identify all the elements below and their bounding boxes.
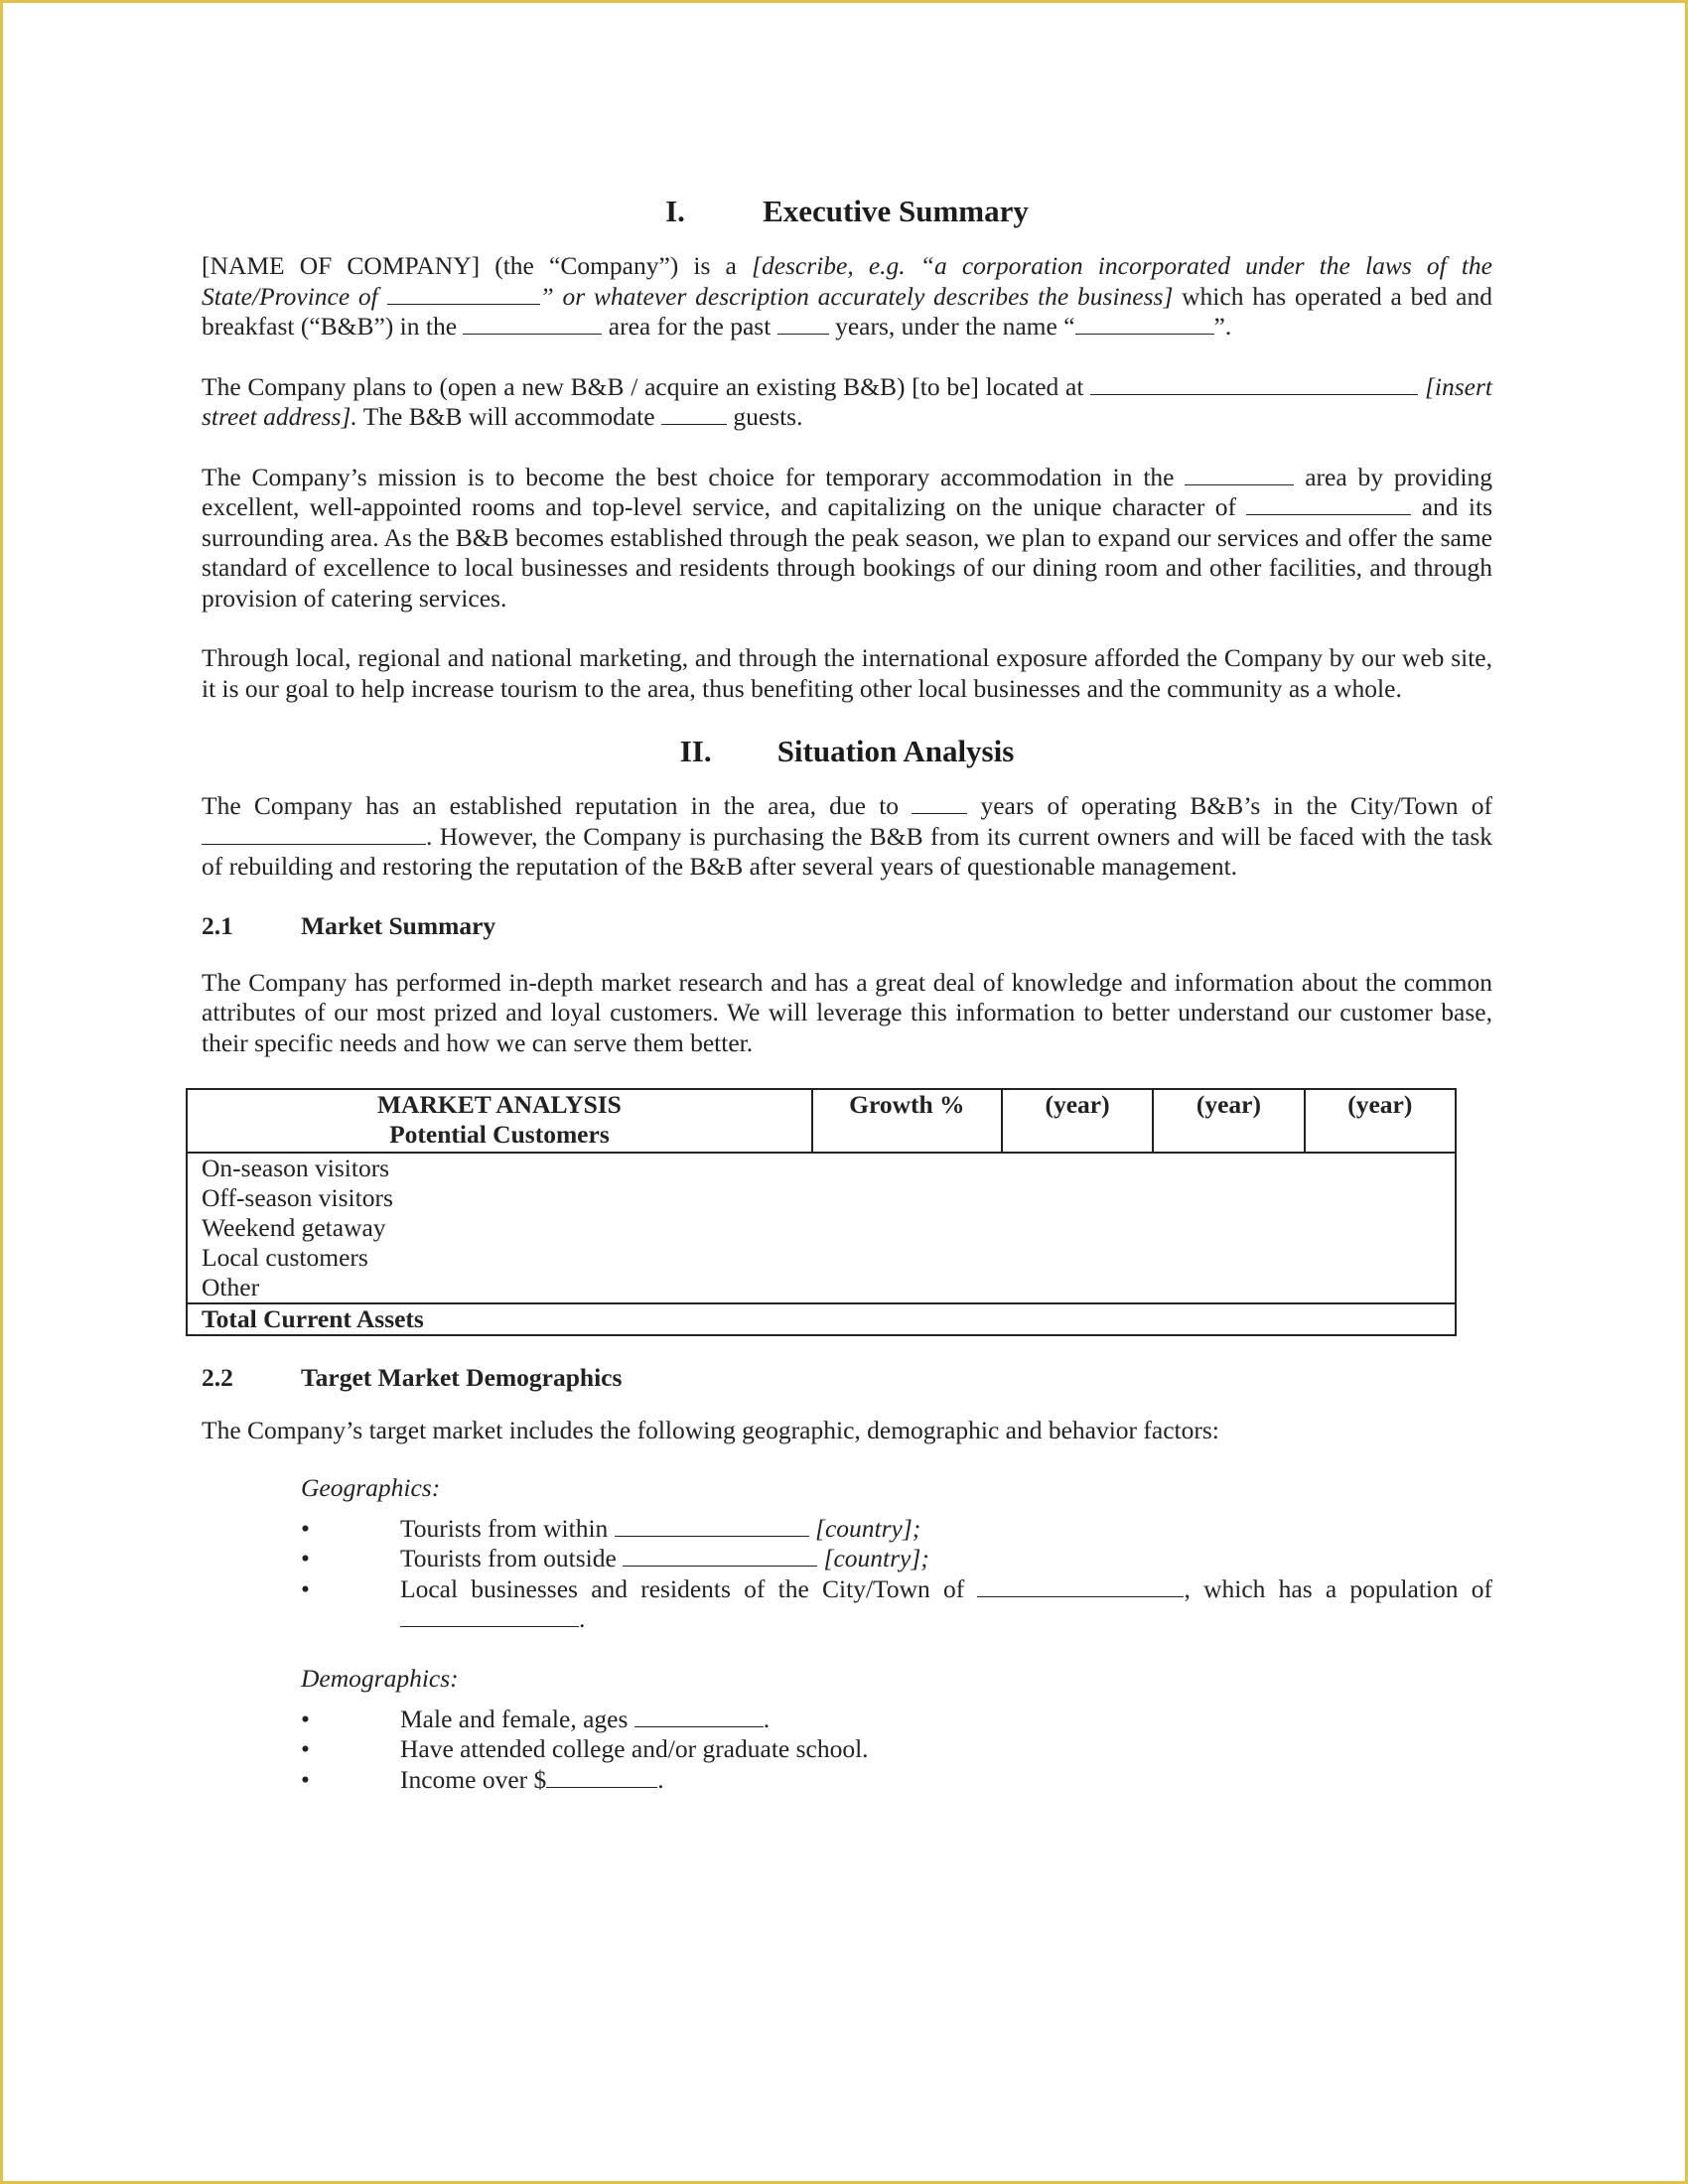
- section-heading-executive-summary: [202, 192, 1492, 231]
- blank-line: [400, 1604, 579, 1627]
- blank-line: [546, 1765, 657, 1788]
- blank-line: [912, 791, 967, 814]
- list-item: • Male and female, ages .: [301, 1704, 771, 1733]
- bullet-icon: •: [301, 1734, 310, 1763]
- table-header-row: [187, 1089, 1456, 1153]
- bullet-icon: •: [301, 1544, 310, 1572]
- exec-paragraph-1: [NAME OF COMPANY] (the “Company”) is a [describe, e.g. “a corporation incorporated under the laws of the State/Province of ” or whatever description accurately describes the business] which has operated a bed and breakfast (“B&B”) in the area for the past years, under the name “ ”.: [202, 251, 1493, 341]
- blank-line: [463, 312, 602, 335]
- target-market-paragraph: The Company’s target market includes the following geographic, demographic and behavior factors:: [202, 1416, 1219, 1444]
- table-header-year: (year): [1002, 1089, 1153, 1153]
- bullet-icon: •: [301, 1513, 310, 1543]
- table-header-market-analysis: MARKET ANALYSIS Potential Customers: [187, 1089, 812, 1153]
- blank-line: [777, 312, 829, 335]
- blank-line: [615, 1514, 809, 1537]
- exec-paragraph-2: The Company plans to (open a new B&B / acquire an existing B&B) [to be] located at [insert street address]. The B&B will accommodate guests.: [202, 371, 1493, 431]
- table-header-year: (year): [1305, 1089, 1456, 1153]
- subsection-heading-target-market: 2.2 Target Market Demographics: [202, 1363, 623, 1392]
- demographics-heading: Demographics:: [301, 1663, 459, 1693]
- blank-line: [634, 1705, 764, 1727]
- table-row: Other: [187, 1273, 1456, 1303]
- table-header-year: (year): [1153, 1089, 1304, 1153]
- table-row: On-season visitors: [187, 1153, 1456, 1183]
- blank-line: [1185, 463, 1294, 485]
- list-item: • Tourists from within [country];: [301, 1513, 921, 1543]
- list-item: • Income over $ .: [301, 1764, 664, 1794]
- table-row: Off-season visitors: [187, 1183, 1456, 1213]
- bullet-icon: •: [301, 1764, 310, 1794]
- section-heading-situation-analysis: [202, 732, 1492, 771]
- situation-paragraph-1: The Company has an established reputation in the area, due to years of operating B&B’s in the City/Town of . However, the Company is purchasing the B&B from its current owners and will be faced with the task of rebuilding and restoring the reputation of the B&B after several years of questionable management.: [202, 791, 1493, 881]
- demographics-list: [202, 1705, 1492, 1796]
- table-header-growth: Growth %: [812, 1089, 1002, 1153]
- geographics-heading: Geographics:: [301, 1472, 441, 1502]
- table-row: Weekend getaway: [187, 1213, 1456, 1243]
- table-total-row: Total Current Assets: [187, 1303, 1456, 1335]
- section-number: II.: [679, 734, 712, 768]
- blank-line: [623, 1544, 817, 1567]
- blank-line: [977, 1574, 1184, 1597]
- section-title: Executive Summary: [763, 194, 1029, 228]
- bullet-icon: •: [301, 1704, 310, 1733]
- list-item: • Tourists from outside [country];: [301, 1544, 929, 1572]
- bullet-icon: •: [301, 1573, 310, 1603]
- section-number: I.: [665, 194, 685, 228]
- list-item: • Local businesses and residents of the City/Town of , which has a population of .: [301, 1573, 1492, 1633]
- subsection-heading-market-summary: 2.1 Market Summary: [202, 910, 496, 940]
- geographics-list: [202, 1514, 1492, 1635]
- blank-line: [1090, 372, 1418, 395]
- blank-line: [1246, 492, 1411, 515]
- table-row: Local customers: [187, 1243, 1456, 1273]
- blank-line: [1075, 312, 1214, 335]
- blank-line: [202, 822, 426, 845]
- market-summary-paragraph: The Company has performed in-depth market research and has a great deal of knowledge and information about the common attributes of our most prized and loyal customers. We will leverage this information to better understand our customer base, their specific needs and how we can serve them better.: [202, 967, 1492, 1057]
- exec-paragraph-4: Through local, regional and national marketing, and through the international exposure afforded the Company by our web site, it is our goal to help increase tourism to the area, thus benefiting other local businesses and the community as a whole.: [202, 643, 1492, 703]
- blank-line: [661, 402, 727, 425]
- document-body: [202, 192, 1492, 1795]
- section-title: Situation Analysis: [776, 734, 1015, 768]
- list-item: • Have attended college and/or graduate school.: [301, 1734, 869, 1763]
- blank-line: [387, 282, 540, 305]
- exec-paragraph-3: The Company’s mission is to become the best choice for temporary accommodation in the area by providing excellent, well-appointed rooms and top-level service, and capitalizing on the unique character of and its surrounding area. As the B&B becomes established through the peak season, we plan to expand our services and offer the same standard of excellence to local businesses and residents through bookings of our dining room and other facilities, and through provision of catering services.: [202, 462, 1493, 613]
- market-analysis-table: [186, 1088, 1457, 1336]
